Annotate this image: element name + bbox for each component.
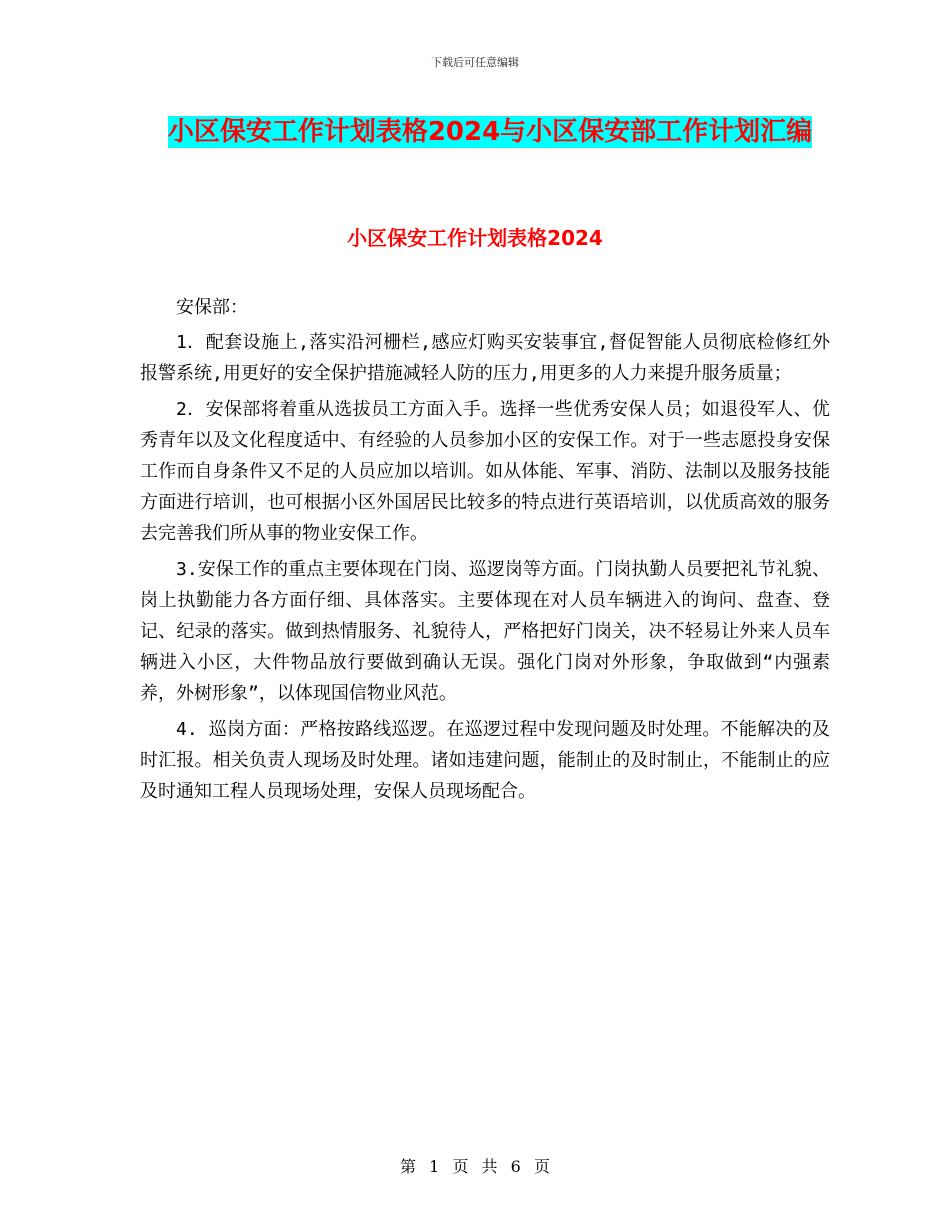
footer-total-pages: 6: [510, 1157, 521, 1176]
page-footer: [0, 1154, 950, 1177]
section-title: 小区保安工作计划表格2024: [347, 226, 603, 250]
footer-page-number: 1: [429, 1157, 440, 1176]
document-body: [140, 292, 830, 811]
footer-label-ye2: 页: [533, 1157, 550, 1176]
footer-label-ye: 页: [452, 1157, 469, 1176]
header-note: 下载后可任意编辑: [431, 56, 519, 69]
paragraph-item-4: 4. 巡岗方面：严格按路线巡逻。在巡逻过程中发现问题及时处理。不能解决的及时汇报。相关负责人现场及时处理。诸如违建问题，能制止的及时制止，不能制止的应及时通知工程人员现场处理，安保人员现场配合。: [140, 718, 830, 803]
paragraph-item-1: 1．配套设施上,落实沿河栅栏,感应灯购买安装事宜,督促智能人员彻底检修红外报警系统,用更好的安全保护措施减轻人防的压力,用更多的人力来提升服务质量；: [140, 332, 830, 385]
paragraph-item-3: 3.安保工作的重点主要体现在门岗、巡逻岗等方面。门岗执勤人员要把礼节礼貌、岗上执勤能力各方面仔细、具体落实。主要体现在对人员车辆进入的询问、盘查、登记、纪录的落实。做到热情服务、礼貌待人，严格把好门岗关，决不轻易让外来人员车辆进入小区，大件物品放行要做到确认无误。强化门岗对外形象，争取做到“内强素养，外树形象”，以体现国信物业风范。: [140, 558, 830, 705]
paragraph-salutation: 安保部：: [176, 297, 248, 318]
paragraph-item-2: 2．安保部将着重从选拔员工方面入手。选择一些优秀安保人员；如退役军人、优秀青年以及文化程度适中、有经验的人员参加小区的安保工作。对于一些志愿投身安保工作而自身条件又不足的人员应加以培训。如从体能、军事、消防、法制以及服务技能方面进行培训，也可根据小区外国居民比较多的特点进行英语培训，以优质高效的服务去完善我们所从事的物业安保工作。: [140, 398, 830, 545]
footer-label-gong: 共: [481, 1157, 498, 1176]
document-title-text: 小区保安工作计划表格2024与小区保安部工作计划汇编: [167, 117, 813, 147]
footer-label-di: 第: [400, 1157, 417, 1176]
document-title: [140, 112, 840, 152]
